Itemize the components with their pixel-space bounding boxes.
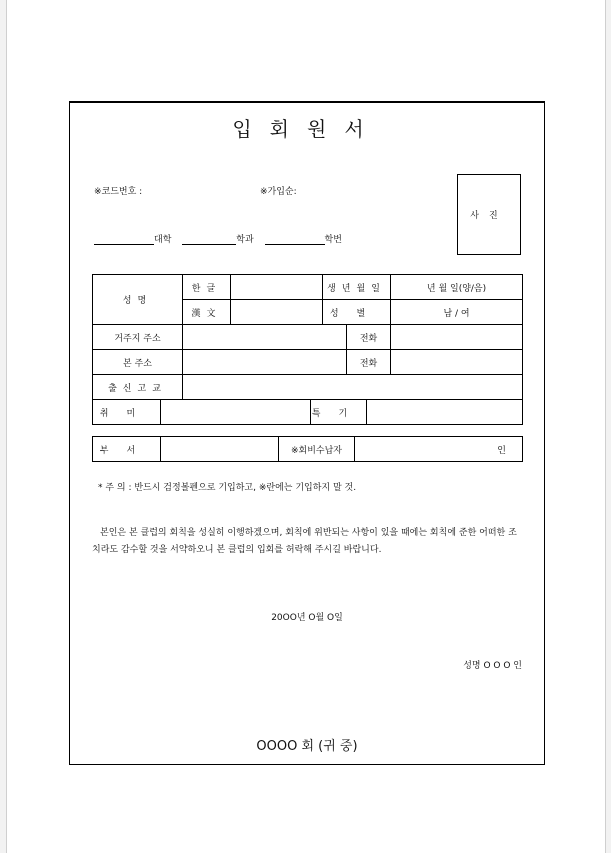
home-address-label: 거주지 주소 [93,325,183,350]
home-address-field[interactable] [183,325,347,350]
signature-line: 성명 O O O 인 [463,661,522,671]
perm-address-field[interactable] [183,350,347,375]
photo-box [457,174,521,255]
seal-mark: 인 [355,437,523,462]
univ-blank[interactable] [94,235,154,245]
skill-field[interactable] [367,400,523,425]
phone1-label: 전화 [347,325,391,350]
gender-label: 성별 [323,300,391,325]
univ-label: 대학 [154,235,172,245]
fee-receiver-label: ※회비수납자 [279,437,355,462]
form-frame [69,101,545,765]
caution-note: * 주 의 : 반드시 검정볼펜으로 기입하고, ※란에는 기입하지 말 것. [98,483,357,493]
high-school-field[interactable] [183,375,523,400]
phone1-field[interactable] [391,325,523,350]
pledge-paragraph: 본인은 본 클럽의 회칙을 성실히 이행하겠으며, 회칙에 위반되는 사항이 있을 때에는 회칙에 준한 어떠한 조치라도 감수할 것을 서약하오니 본 클럽의 입회를 허락해 주시길 바랍니다. [92,528,517,555]
student-id-label: 학번 [324,235,342,245]
dept-field[interactable] [161,437,279,462]
dept-blank[interactable] [182,235,236,245]
join-order-label: ※가입순: [260,187,297,197]
high-school-label: 출신고교 [93,375,183,400]
name-label: 성명 [93,275,183,325]
gender-field[interactable]: 남 / 여 [391,300,523,325]
hobby-label: 취미 [93,400,161,425]
phone2-field[interactable] [391,350,523,375]
document-page [6,0,606,853]
hobby-table [92,399,523,425]
dept-table [92,436,523,462]
hangul-name-field[interactable] [231,275,323,300]
school-line [94,232,342,245]
birth-field[interactable]: 년 월 일(양/음) [391,275,523,300]
hangul-label: 한글 [183,275,231,300]
hanja-name-field[interactable] [231,300,323,325]
form-title: 입회원서 [232,117,382,141]
date-line: 20OO년 O월 O일 [271,613,343,623]
hanja-label: 漢文 [183,300,231,325]
phone2-label: 전화 [347,350,391,375]
dept-label-cell: 부서 [93,437,161,462]
birth-label: 생년월일 [323,275,391,300]
skill-label: 특기 [311,400,367,425]
recipient-line: OOOO 회 (귀 중) [256,739,358,754]
photo-label: 사진 [470,211,508,221]
dept-label: 학과 [236,235,254,245]
hobby-field[interactable] [161,400,311,425]
member-info-table [92,274,523,400]
student-id-blank[interactable] [265,235,325,245]
perm-address-label: 본 주소 [93,350,183,375]
code-number-label: ※코드번호 : [94,187,143,197]
